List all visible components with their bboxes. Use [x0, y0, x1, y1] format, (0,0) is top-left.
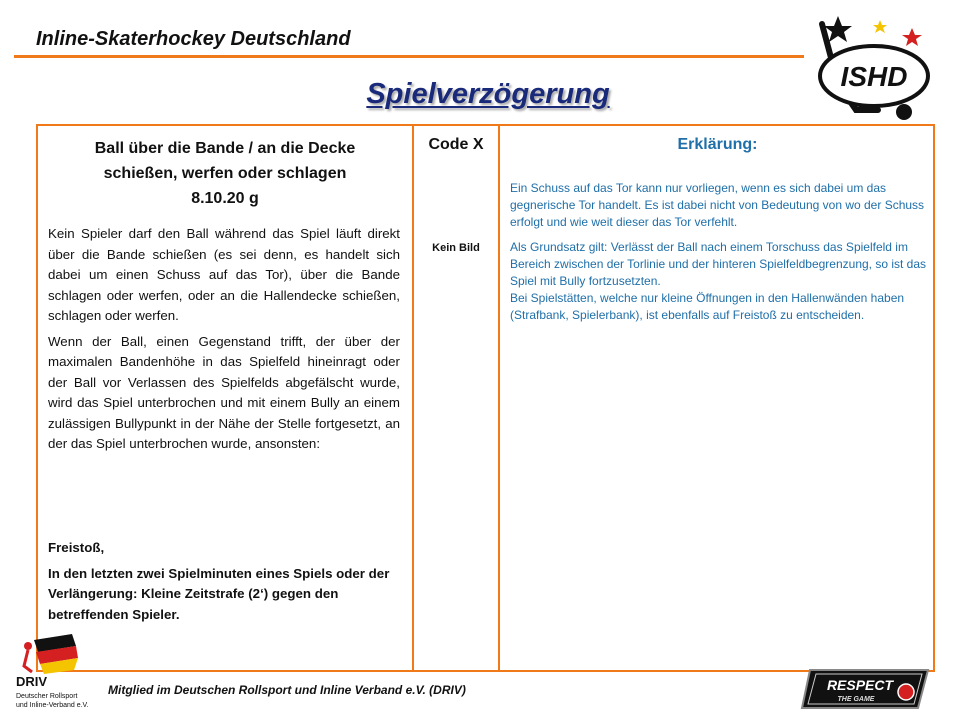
sanction-text: [48, 538, 400, 630]
respect-line2: THE GAME: [837, 696, 875, 703]
footer-member-text: Mitglied im Deutschen Rollsport und Inline Verband e.V. (DRIV): [108, 683, 466, 697]
logo-text: ISHD: [840, 61, 908, 92]
driv-logo: [14, 626, 94, 716]
driv-abbr: DRIV: [16, 674, 48, 689]
respect-line1: RESPECT: [826, 677, 894, 693]
respect-the-game-logo: [800, 666, 934, 712]
rule-heading: [58, 136, 392, 211]
driv-name-line: und Inline-Verband e.V.: [16, 702, 89, 709]
header-divider: [14, 55, 804, 58]
rule-number: 8.10.20 g: [191, 190, 259, 207]
logo-star-red: [902, 28, 922, 46]
explanation-heading: Erklärung:: [677, 136, 758, 153]
driv-name-line: Deutscher Rollsport: [16, 693, 78, 700]
explanation-text: [510, 180, 928, 332]
org-title: Inline-Skaterhockey Deutschland: [36, 28, 351, 50]
code-label: Code X: [428, 136, 484, 153]
slide-title: Spielverzögerung: [366, 78, 610, 110]
rule-heading-line: Ball über die Bande / an die Decke: [94, 140, 356, 157]
explanation-paragraph: Ein Schuss auf das Tor kann nur vorliegen, wenn es sich dabei um das gegnerische Tor handelt. Es ist dabei nicht von Bedeutung von wo der Schuss erfolgt und wie weit dieser das Tor verfehlt.: [510, 181, 925, 230]
rule-paragraph: Wenn der Ball, einen Gegenstand trifft, der über der maximalen Bandenhöhe in das Spielfeld hineinragt oder der Ball vor Verlassen des Spielfelds abgefälscht wurde, wird das Spiel unterbrochen und mit einem Bully an einem zulässigen Bullypunkt in der Nähe der Stelle fortgesetzt, an der das Spiel unterbrochen wurde, ansonsten:: [48, 333, 400, 451]
code-column: [414, 126, 498, 670]
image-note: Kein Bild: [432, 242, 480, 254]
rule-column: [38, 126, 412, 670]
rule-heading-line: schießen, werfen oder schlagen: [103, 165, 347, 182]
sanction-item: Freistoß,: [48, 540, 105, 555]
logo-star-yellow: [873, 20, 887, 33]
driv-skater-body: [24, 650, 32, 672]
rule-card: [36, 124, 935, 672]
respect-emblem: [898, 684, 914, 700]
explanation-paragraph: Bei Spielstätten, welche nur kleine Öffnungen in den Hallenwänden haben (Strafbank, Spielerbank), ist ebenfalls auf Freistoß zu entscheiden.: [510, 291, 905, 323]
explanation-column: [500, 126, 935, 670]
rule-paragraph: Kein Spieler darf den Ball während das Spiel läuft direkt über die Bande schießen (es sei denn, es handelt sich dabei um einen Schuss auf das Tor), über die Bande schlagen oder werfen, oder an die Hallendecke schießen, schlagen oder werfen.: [48, 226, 400, 323]
rule-text: [48, 224, 400, 460]
sanction-item: In den letzten zwei Spielminuten eines Spiels oder der Verlängerung: Kleine Zeitstrafe (2‘) gegen den betreffenden Spieler.: [48, 565, 390, 622]
driv-skater-head: [24, 642, 32, 650]
explanation-paragraph: Als Grundsatz gilt: Verlässt der Ball nach einem Torschuss das Spielfeld im Bereich zwischen der Torlinie und der hinteren Spielfeldbegrenzung, so ist das Spiel mit Bully fortzusetzten.: [510, 239, 927, 289]
